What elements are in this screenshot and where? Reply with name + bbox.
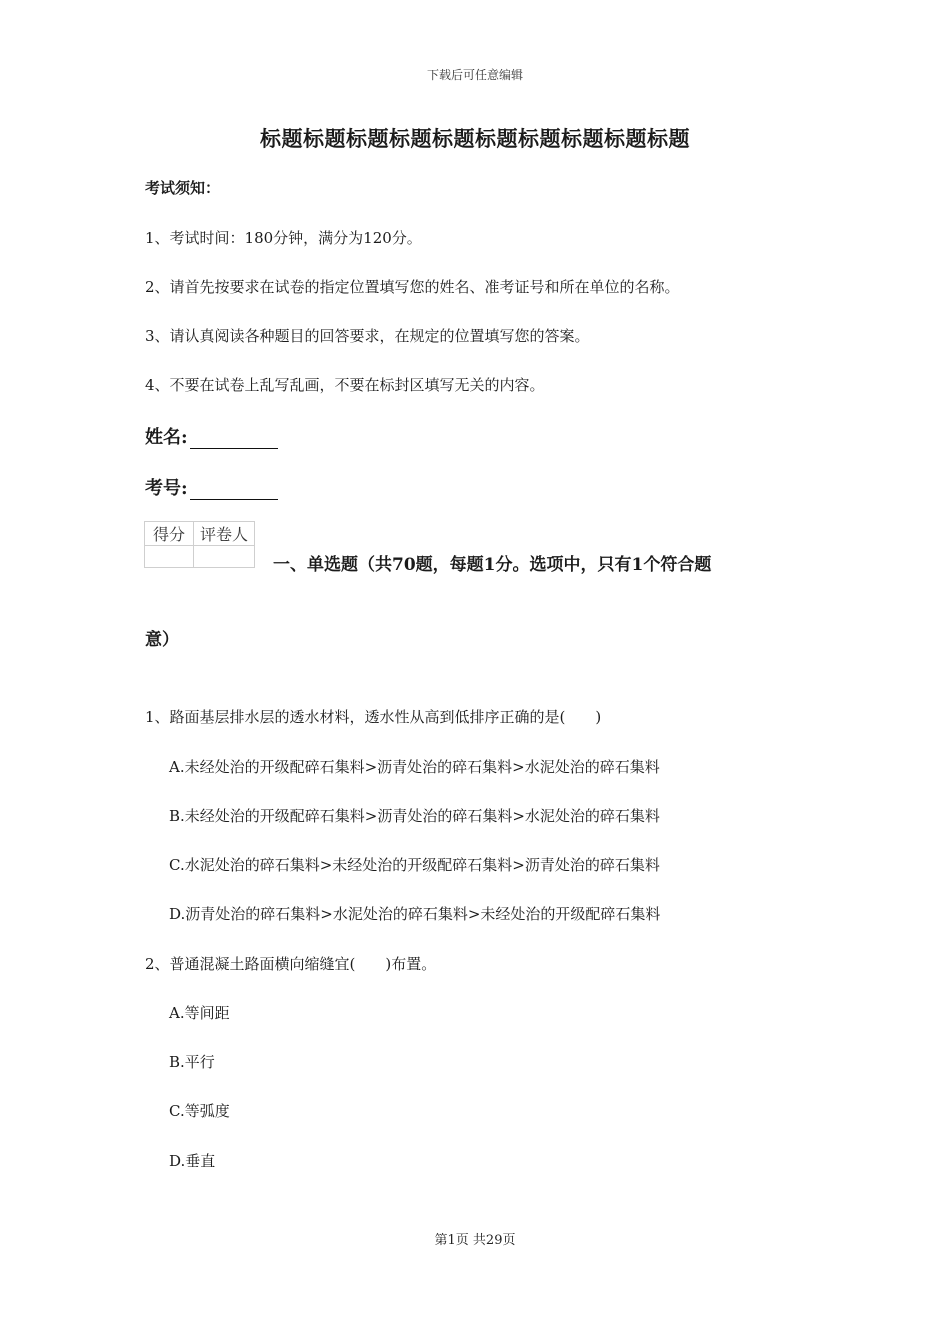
q2-option-c: C.等弧度 — [169, 1102, 230, 1120]
q2-option-a: A.等间距 — [169, 1004, 230, 1022]
notice-heading: 考试须知： — [145, 179, 221, 197]
q1-option-b: B.未经处治的开级配碎石集料>沥青处治的碎石集料>水泥处治的碎石集料 — [169, 807, 660, 825]
id-field — [145, 474, 278, 500]
q1-option-d: D.沥青处治的碎石集料>水泥处治的碎石集料>未经处治的开级配碎石集料 — [169, 905, 661, 923]
notice-rule-1: 1、考试时间：180分钟，满分为120分。 — [145, 229, 422, 247]
name-blank[interactable] — [190, 428, 278, 449]
score-table — [144, 521, 255, 568]
section-title: 一、单选题（共70题，每题1分。选项中，只有1个符合题 — [273, 555, 712, 575]
notice-rule-3: 3、请认真阅读各种题目的回答要求，在规定的位置填写您的答案。 — [145, 327, 590, 345]
score-header: 得分 — [145, 522, 194, 546]
q2-option-d: D.垂直 — [169, 1152, 216, 1170]
header-note: 下载后可任意编辑 — [426, 68, 523, 82]
grader-cell[interactable] — [194, 546, 255, 568]
notice-rule-2: 2、请首先按要求在试卷的指定位置填写您的姓名、准考证号和所在单位的名称。 — [145, 278, 680, 296]
question-1: 1、路面基层排水层的透水材料，透水性从高到低排序正确的是( ) — [145, 708, 602, 726]
q1-option-c: C.水泥处治的碎石集料>未经处治的开级配碎石集料>沥青处治的碎石集料 — [169, 856, 660, 874]
name-field — [145, 423, 278, 449]
id-label: 考号: — [145, 478, 188, 499]
page-title: 标题标题标题标题标题标题标题标题标题标题 — [260, 126, 690, 151]
notice-rule-4: 4、不要在试卷上乱写乱画，不要在标封区填写无关的内容。 — [145, 376, 545, 394]
id-blank[interactable] — [190, 479, 278, 500]
question-2: 2、普通混凝土路面横向缩缝宜( )布置。 — [145, 955, 437, 973]
score-cell[interactable] — [145, 546, 194, 568]
q1-option-a: A.未经处治的开级配碎石集料>沥青处治的碎石集料>水泥处治的碎石集料 — [169, 758, 660, 776]
section-title-cont: 意） — [145, 630, 179, 650]
page-footer: 第1页 共29页 — [434, 1233, 516, 1248]
name-label: 姓名: — [145, 427, 188, 448]
grader-header: 评卷人 — [194, 522, 255, 546]
q2-option-b: B.平行 — [169, 1053, 215, 1071]
